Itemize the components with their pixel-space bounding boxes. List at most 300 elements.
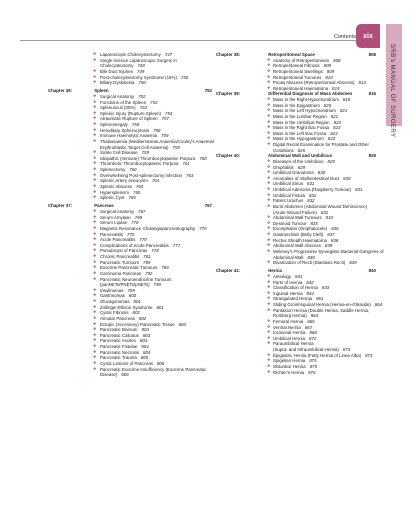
- entry-page: 762: [129, 167, 137, 173]
- entry-page: 792: [145, 270, 153, 276]
- diamond-bullet-icon: ❖: [267, 285, 271, 290]
- entry-title: Carcinoma Pancreas: [100, 270, 141, 276]
- entry-page: 806: [121, 372, 129, 378]
- entry-page: 876: [308, 369, 316, 375]
- entry-title: Sliding Groin/Inguinal Hernia (Hernia-en-Glissade): [273, 302, 371, 308]
- entry-page: 831: [307, 181, 315, 187]
- entry-page: 872: [308, 335, 317, 341]
- entry-title: Pancreatitis: [100, 231, 123, 237]
- entry-page: 777: [172, 242, 181, 248]
- diamond-bullet-icon: ❖: [93, 315, 97, 320]
- entry-page: 820: [323, 102, 332, 108]
- entry-page: 875: [309, 358, 317, 364]
- entry-page: 748: [137, 63, 145, 69]
- diamond-bullet-icon: ❖: [267, 113, 271, 118]
- entry-page: 821: [339, 108, 348, 114]
- entry-title: Pancreatic Exocrine Insufficiency (Exocrine Pancreatic: [100, 366, 207, 372]
- diamond-bullet-icon: ❖: [267, 74, 271, 79]
- entry-title: Idiopathic (Immune) Thrombocytopaenic Purpura: [100, 155, 196, 161]
- entry-title: Insulinomas: [100, 287, 124, 293]
- entry-title: Mass in the Right Hypochondrium: [273, 97, 339, 102]
- entry-page: 759: [172, 144, 180, 150]
- chapter-title: Pancreas: [93, 203, 114, 209]
- entry-title: Strangulated Hernia: [273, 296, 313, 302]
- entry-title: Single Incision Laparoscopic Surgery in: [100, 57, 177, 63]
- diamond-bullet-icon: ❖: [267, 198, 271, 203]
- running-head: Contents: [334, 34, 357, 40]
- entry-title: Mass in the Left Iliac Fossa: [273, 130, 327, 136]
- chapter-number: Chapter 41:: [216, 268, 241, 274]
- contents-left-column: [48, 52, 215, 378]
- entry-page: 804: [143, 349, 151, 355]
- chapter-title: Hernia: [267, 268, 282, 274]
- diamond-bullet-icon: ❖: [267, 352, 271, 357]
- entry-title: Magnetic Resonance Cholangiopancreatography: [100, 225, 196, 231]
- entry-title: Complications of Acute Pancreatitis: [100, 242, 169, 248]
- entry-title: Pancreatic Trauma: [100, 355, 137, 361]
- page-number-tab: [356, 24, 380, 48]
- diamond-bullet-icon: ❖: [93, 167, 97, 172]
- diamond-bullet-icon: ❖: [267, 158, 271, 163]
- diamond-bullet-icon: ❖: [93, 270, 97, 275]
- entry-page: 835: [310, 220, 318, 226]
- entry-page: 765: [128, 195, 136, 201]
- diamond-bullet-icon: ❖: [267, 290, 271, 295]
- entry-page: 810: [325, 74, 333, 80]
- toc-entry[interactable]: [48, 195, 212, 201]
- entry-page: 825: [297, 147, 306, 153]
- diamond-bullet-icon: ❖: [267, 181, 271, 186]
- chapter-page: 840: [368, 268, 376, 274]
- entry-page: 839: [349, 260, 357, 266]
- diamond-bullet-icon: ❖: [267, 136, 271, 141]
- entry-title: Acute Pancreatitis: [100, 237, 136, 243]
- diamond-bullet-icon: ❖: [267, 296, 271, 301]
- entry-page: 809: [326, 68, 335, 74]
- entry-title: Pseudocyst of Pancreas: [100, 248, 148, 254]
- diamond-bullet-icon: ❖: [267, 226, 271, 231]
- entry-title: Umbilical Sinus: [273, 181, 304, 187]
- entry-page: 805: [140, 355, 149, 361]
- diamond-bullet-icon: ❖: [93, 349, 97, 354]
- entry-title: Mass in the Hypogastrium: [273, 136, 324, 142]
- entry-title: Chronic Pancreatitis: [100, 254, 140, 260]
- diamond-bullet-icon: ❖: [93, 127, 97, 132]
- chapter-number: Chapter 37:: [48, 203, 73, 209]
- entry-title: Mass in the Right Iliac Fossa: [273, 125, 330, 131]
- entry-page: 874: [365, 352, 373, 358]
- entry-title: Classification of Hernia: [273, 285, 318, 291]
- diamond-bullet-icon: ❖: [267, 63, 271, 68]
- entry-title: Meleney's Progressive Synergistic Bacterial Gangrene of: [273, 248, 384, 254]
- entry-page: 799: [153, 282, 161, 288]
- chapter-number: Chapter 38:: [216, 52, 241, 57]
- entry-page: 758: [131, 122, 140, 128]
- diamond-bullet-icon: ❖: [267, 363, 271, 368]
- entry-page: 875: [309, 363, 318, 369]
- entry-title: Patent Urachus: [273, 198, 304, 204]
- diamond-bullet-icon: ❖: [93, 254, 97, 259]
- entry-title: Zollinger-Ellison Syndrome: [100, 304, 153, 310]
- entry-title: (Acute Wound Failure): [273, 209, 317, 215]
- entry-title: Umbilical Hernia: [273, 335, 305, 341]
- entry-title: Immune Haemolytic Anaemia: [100, 133, 158, 139]
- entry-page: 770: [139, 237, 147, 243]
- diamond-bullet-icon: ❖: [93, 172, 97, 177]
- entry-title: Hypersplenism: [100, 189, 130, 195]
- entry-title: Gastroschisis (Belly Cleft): [273, 232, 324, 237]
- entry-page: 759: [161, 133, 169, 139]
- entry-page: 789: [143, 259, 151, 265]
- entry-title: Conditions: [273, 147, 294, 153]
- diamond-bullet-icon: ❖: [267, 358, 271, 363]
- entry-title: Serum Lipase: [100, 220, 128, 226]
- entry-page: 809: [323, 63, 331, 69]
- diamond-bullet-icon: ❖: [267, 85, 271, 90]
- entry-page: 842: [306, 279, 314, 285]
- entry-page: 823: [333, 119, 341, 125]
- diamond-bullet-icon: ❖: [267, 130, 271, 135]
- entry-title: Aetiology: [273, 273, 292, 279]
- entry-title: Cholecystectomy: [100, 63, 134, 69]
- entry-page: 868: [309, 330, 317, 336]
- diamond-bullet-icon: ❖: [93, 344, 97, 349]
- entry-title: Divarication of Recti (Diastasis Recti): [273, 260, 346, 266]
- diamond-bullet-icon: ❖: [267, 175, 271, 180]
- entry-page: 806: [156, 360, 165, 366]
- diamond-bullet-icon: ❖: [93, 327, 97, 332]
- entry-title: Pancreatic Calculus: [100, 332, 139, 338]
- entry-page: 752: [138, 93, 146, 99]
- entry-title: Pancreatic Neuroendocrine Tumours: [100, 276, 172, 282]
- diamond-bullet-icon: ❖: [93, 93, 97, 98]
- entry-page: 781: [143, 254, 151, 260]
- diamond-bullet-icon: ❖: [267, 80, 271, 85]
- diamond-bullet-icon: ❖: [267, 243, 271, 248]
- entry-page: 838: [330, 237, 339, 243]
- toc-entry-continuation[interactable]: [48, 372, 212, 378]
- diamond-bullet-icon: ❖: [267, 318, 271, 323]
- entry-page: 753: [150, 99, 158, 105]
- diamond-bullet-icon: ❖: [267, 220, 271, 225]
- entry-page: 765: [133, 189, 141, 195]
- entry-page: 832: [320, 209, 329, 215]
- entry-page: 760: [199, 155, 207, 161]
- entry-title: Thrombotic Thrombocytopaenic Purpura: [100, 161, 179, 167]
- entry-title: Splenic Cyst: [100, 195, 125, 201]
- diamond-bullet-icon: ❖: [267, 170, 271, 175]
- diamond-bullet-icon: ❖: [93, 276, 97, 281]
- diamond-bullet-icon: ❖: [93, 161, 97, 166]
- entry-title: (Supra- and Infraumbilical Hernia): [273, 347, 339, 353]
- entry-page: 753: [139, 105, 147, 111]
- entry-page: 837: [327, 232, 335, 237]
- entry-title: Romberg Hernia): [273, 313, 307, 319]
- entry-page: 764: [151, 178, 160, 184]
- diamond-bullet-icon: ❖: [267, 248, 271, 253]
- entry-title: Abdominal Wall Abscess: [273, 243, 321, 249]
- entry-page: 873: [342, 347, 351, 353]
- entry-title: Surgical Anatomy: [100, 209, 135, 215]
- entry-page: 821: [330, 113, 339, 119]
- entry-title: Serum Amylase: [100, 214, 131, 220]
- entry-page: 813: [358, 80, 366, 86]
- diamond-bullet-icon: ❖: [267, 102, 271, 107]
- entry-page: 814: [332, 85, 340, 91]
- entry-title: Paraumbilical Hernia: [273, 341, 314, 347]
- entry-title: Splenomegaly: [100, 122, 128, 128]
- entry-page: 861: [316, 296, 324, 302]
- entry-title: Laparoscopic Cholecystectomy: [100, 52, 161, 57]
- entry-page: 789: [161, 265, 169, 271]
- entry-title: Mass in the Left Hypochondrium: [273, 108, 336, 114]
- entry-page: 864: [374, 302, 383, 308]
- entry-title: Retroperitoneal Haematoma: [273, 85, 329, 91]
- diamond-bullet-icon: ❖: [93, 231, 97, 236]
- entry-page: 864: [310, 313, 319, 319]
- entry-title: Pancreatic Ascites: [100, 338, 136, 344]
- entry-page: 829: [327, 158, 335, 164]
- diamond-bullet-icon: ❖: [93, 248, 97, 253]
- diamond-bullet-icon: ❖: [267, 187, 271, 191]
- entry-title: Mass in the Epigastrium: [273, 102, 320, 108]
- entry-title: Annular Pancreas: [100, 315, 135, 321]
- diamond-bullet-icon: ❖: [93, 338, 97, 343]
- entry-page: 778: [151, 248, 159, 254]
- diamond-bullet-icon: ❖: [93, 299, 97, 304]
- diamond-bullet-icon: ❖: [267, 260, 271, 265]
- contents-right-column: [216, 52, 384, 375]
- entry-title: Splenic Abscess: [100, 183, 132, 189]
- entry-page: 800: [128, 293, 137, 299]
- entry-title: Pantaloon Hernia (Double Hernia, Saddle Hernia,: [273, 307, 370, 313]
- diamond-bullet-icon: ❖: [93, 57, 97, 62]
- diamond-bullet-icon: ❖: [267, 273, 271, 278]
- diamond-bullet-icon: ❖: [267, 369, 271, 374]
- toc-entry[interactable]: [216, 260, 376, 266]
- chapter-page: 752: [204, 88, 212, 94]
- diamond-bullet-icon: ❖: [267, 335, 271, 340]
- entry-title: Epigastric Hernia (Fatty Hernia of Linea Alba): [273, 352, 362, 358]
- entry-title: Pancreatic Fistulae: [100, 344, 138, 350]
- diamond-bullet-icon: ❖: [267, 279, 271, 284]
- diamond-bullet-icon: ❖: [93, 155, 97, 160]
- diamond-bullet-icon: ❖: [267, 119, 271, 124]
- entry-title: Pancreatic Necrosis: [100, 349, 140, 355]
- entry-page: 749: [136, 68, 145, 74]
- entry-page: 804: [141, 344, 149, 350]
- diamond-bullet-icon: ❖: [93, 360, 97, 365]
- entry-page: 823: [327, 136, 336, 142]
- diamond-bullet-icon: ❖: [267, 232, 271, 236]
- entry-title: Cystic Lesions of Pancreas: [100, 360, 153, 366]
- diamond-bullet-icon: ❖: [267, 142, 271, 146]
- entry-title: Exomphalos (Omphalocele): [273, 226, 328, 232]
- entry-page: 818: [342, 97, 351, 102]
- entry-page: 801: [156, 304, 164, 310]
- entry-page: 808: [333, 57, 341, 63]
- entry-page: 770: [131, 220, 139, 226]
- diamond-bullet-icon: ❖: [93, 178, 97, 183]
- entry-title: Diseases of the Umbilicus: [273, 158, 324, 164]
- entry-page: 832: [308, 192, 317, 198]
- entry-page: 750: [138, 80, 146, 86]
- diamond-bullet-icon: ❖: [93, 122, 97, 127]
- entry-page: 759: [141, 150, 149, 156]
- entry-title: Cystic Fibrosis: [100, 310, 129, 316]
- entry-title: (panNETs/PNETs/pNETs): [100, 282, 150, 288]
- entry-title: Umbilical Fistula: [273, 192, 305, 198]
- entry-title: Abdominal Wall: [273, 254, 304, 260]
- chapter-title: Spleen: [93, 88, 109, 94]
- diamond-bullet-icon: ❖: [93, 304, 97, 309]
- diamond-bullet-icon: ❖: [93, 310, 97, 315]
- entry-title: Gastrinomas: [100, 293, 125, 299]
- entry-title: Erythroblastic Target Cell Anaemia): [100, 144, 169, 150]
- entry-page: 803: [142, 332, 151, 338]
- diamond-bullet-icon: ❖: [93, 110, 97, 115]
- diamond-bullet-icon: ❖: [93, 366, 97, 371]
- entry-page: 829: [297, 164, 306, 170]
- entry-title: Abdominal Wall Tumours: [273, 215, 322, 221]
- entry-page: 770: [126, 231, 135, 237]
- chapter-title: Retroperitoneal Space: [267, 52, 315, 57]
- diamond-bullet-icon: ❖: [267, 125, 271, 130]
- entry-page: 770: [199, 225, 207, 231]
- diamond-bullet-icon: ❖: [267, 108, 271, 113]
- diamond-bullet-icon: ❖: [93, 321, 97, 326]
- diamond-bullet-icon: ❖: [93, 105, 97, 110]
- diamond-bullet-icon: ❖: [267, 307, 271, 312]
- entry-page: 767: [138, 209, 146, 215]
- entry-page: 799: [127, 287, 135, 293]
- entry-page: 838: [324, 243, 333, 249]
- entry-title: Thalassaemia (Mediterranean Anaemia/Cooley's Anaemia/: [100, 138, 215, 144]
- diamond-bullet-icon: ❖: [93, 242, 97, 247]
- diamond-bullet-icon: ❖: [93, 237, 97, 242]
- entry-title: Pancreatic Divisum: [100, 327, 138, 333]
- entry-title: Obturator Hernia: [273, 363, 306, 369]
- chapter-number: Chapter 39:: [216, 91, 241, 97]
- diamond-bullet-icon: ❖: [93, 225, 97, 230]
- entry-title: Retroperitoneal Fibrosis: [273, 63, 320, 69]
- diamond-bullet-icon: ❖: [93, 68, 97, 73]
- entry-title: Post-cholecystectomy Syndrome (15%): [100, 74, 177, 80]
- diamond-bullet-icon: ❖: [93, 138, 97, 143]
- diamond-bullet-icon: ❖: [93, 150, 97, 155]
- toc-entry[interactable]: [216, 370, 376, 376]
- entry-page: 867: [304, 324, 313, 330]
- entry-page: 838: [307, 254, 315, 260]
- entry-title: Spigelian Hernia: [273, 358, 306, 364]
- diamond-bullet-icon: ❖: [93, 355, 97, 360]
- entry-page: 754: [165, 110, 173, 116]
- entry-page: 747: [164, 52, 173, 57]
- diamond-bullet-icon: ❖: [267, 302, 271, 307]
- entry-title: Incisional Hernia: [273, 330, 306, 336]
- entry-title: Disease): [100, 372, 118, 378]
- entry-page: 844: [306, 290, 314, 296]
- diamond-bullet-icon: ❖: [93, 52, 97, 56]
- entry-title: Desmoid Tumour: [273, 220, 307, 226]
- entry-title: Mass in the Lumbar Region: [273, 113, 327, 119]
- entry-page: 823: [330, 130, 338, 136]
- diamond-bullet-icon: ❖: [267, 215, 271, 220]
- entry-page: 801: [133, 299, 141, 305]
- entry-page: 803: [178, 321, 186, 327]
- diamond-bullet-icon: ❖: [93, 293, 97, 298]
- diamond-bullet-icon: ❖: [93, 99, 97, 104]
- toc-entry[interactable]: [48, 80, 212, 86]
- diamond-bullet-icon: ❖: [267, 97, 271, 101]
- diamond-bullet-icon: ❖: [267, 330, 271, 335]
- diamond-bullet-icon: ❖: [93, 133, 97, 138]
- page-number: xix: [363, 32, 373, 40]
- entry-title: Glucagonomas: [100, 299, 130, 305]
- chapter-page: 808: [368, 52, 376, 57]
- entry-page: 750: [180, 74, 189, 80]
- chapter-number: Chapter 36:: [48, 88, 73, 94]
- entry-page: 764: [135, 183, 144, 189]
- entry-page: 758: [153, 127, 161, 133]
- header-rule: [20, 40, 378, 41]
- entry-page: 832: [307, 198, 315, 204]
- diamond-bullet-icon: ❖: [267, 237, 271, 242]
- diamond-bullet-icon: ❖: [93, 265, 97, 270]
- chapter-number: Chapter 40:: [216, 153, 241, 159]
- diamond-bullet-icon: ❖: [267, 164, 271, 169]
- diamond-bullet-icon: ❖: [267, 192, 271, 197]
- book-title: SRB's MANUAL OF SURGERY: [389, 44, 395, 138]
- entry-title: Retroperitoneal Swellings: [273, 68, 323, 74]
- entry-title: Hereditary Spherocytosis: [100, 127, 150, 133]
- entry-title: Splenunculi (30%): [100, 105, 136, 111]
- diamond-bullet-icon: ❖: [93, 74, 97, 79]
- entry-title: Burst Abdomen (Abdominal Wound Dehiscence): [273, 203, 368, 209]
- entry-title: Splenic Injury (Rupture Spleen): [100, 110, 162, 116]
- entry-page: 763: [186, 172, 194, 178]
- entry-page: 802: [132, 310, 140, 316]
- entry-title: Anatomy of Retroperitoneum: [273, 57, 330, 63]
- diamond-bullet-icon: ❖: [93, 220, 97, 225]
- diamond-bullet-icon: ❖: [93, 332, 97, 337]
- diamond-bullet-icon: ❖: [93, 259, 97, 264]
- entry-title: Bile Duct Injuries: [100, 68, 133, 74]
- diamond-bullet-icon: ❖: [267, 57, 271, 62]
- entry-title: Splenic Artery Aneurysm: [100, 178, 148, 184]
- entry-page: 823: [333, 125, 341, 131]
- entry-title: Rectus Sheath Haematoma: [273, 237, 327, 243]
- entry-page: 769: [134, 214, 143, 220]
- entry-title: Sickle Cell Disease: [100, 150, 138, 156]
- entry-page: 836: [331, 226, 339, 232]
- diamond-bullet-icon: ❖: [93, 183, 97, 188]
- entry-title: Inguinal Hernia: [273, 290, 303, 296]
- entry-title: Atraumatic Rupture of Spleen: [100, 116, 158, 122]
- entry-title: Psoas Abscess (Retroperitoneal Abscess): [273, 80, 355, 86]
- entry-page: 830: [343, 175, 351, 181]
- diamond-bullet-icon: ❖: [267, 341, 271, 346]
- diamond-bullet-icon: ❖: [93, 209, 97, 214]
- diamond-bullet-icon: ❖: [267, 68, 271, 73]
- entry-title: Omphalitis: [273, 164, 294, 170]
- chapter-title: Abdominal Wall and Umbilicus: [267, 153, 333, 159]
- entry-title: Mass in the Umbilical Region: [273, 119, 330, 125]
- entry-title: Umbilical Adenoma (Raspberry Tumour): [273, 187, 352, 192]
- diamond-bullet-icon: ❖: [93, 116, 97, 121]
- entry-title: Pancreatic Tumours: [100, 259, 140, 265]
- entry-title: Biliary Dyskinesia: [100, 80, 135, 86]
